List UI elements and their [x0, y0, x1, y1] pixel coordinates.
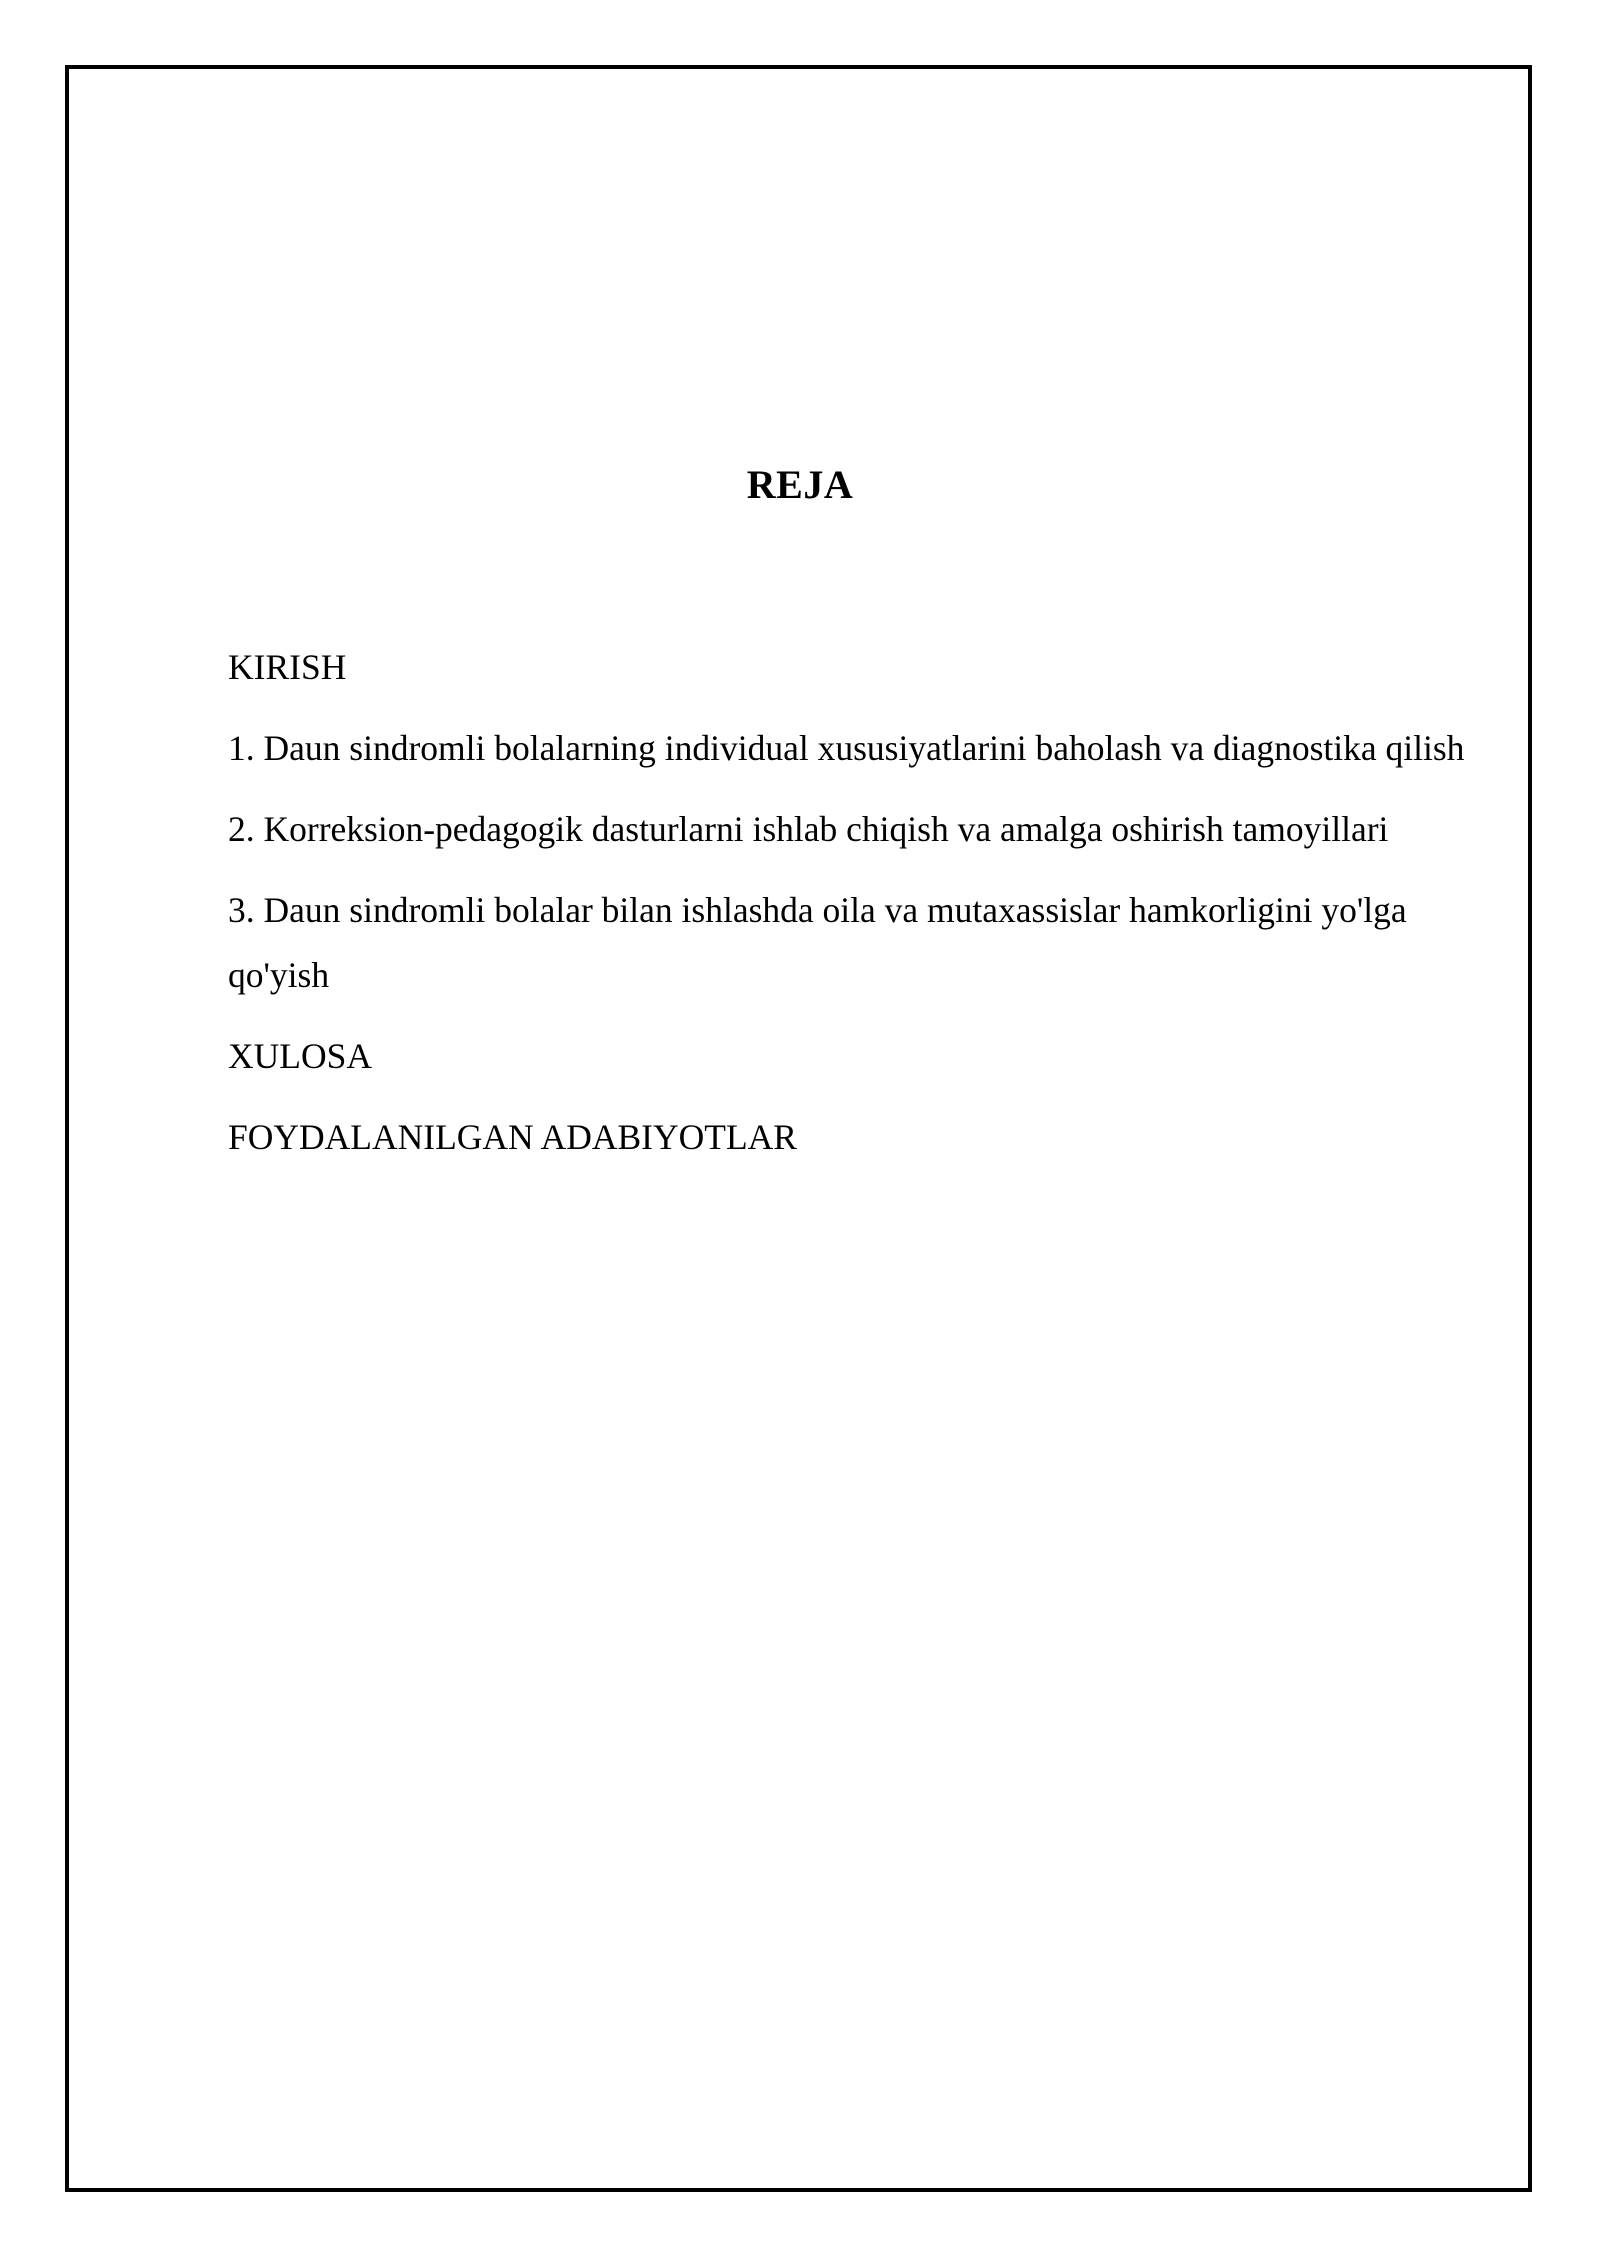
toc-item-section-1: 1. Daun sindromli bolalarning individual xususiyatlarini baholash va diagnostika qilish — [228, 728, 1465, 768]
toc-item-conclusion: XULOSA — [228, 1036, 372, 1076]
toc-item-section-3: 3. Daun sindromli bolalar bilan ishlashda oila va mutaxassislar hamkorligini yo'lga qo'yish — [228, 890, 1407, 995]
toc-item-section-2: 2. Korreksion-pedagogik dasturlarni ishlab chiqish va amalga oshirish tamoyillari — [228, 809, 1389, 849]
toc-item-introduction: KIRISH — [228, 647, 347, 687]
table-of-contents — [228, 635, 1488, 1186]
toc-item-references: FOYDALANILGAN ADABIYOTLAR — [228, 1117, 797, 1157]
page-title: REJA — [746, 462, 854, 507]
